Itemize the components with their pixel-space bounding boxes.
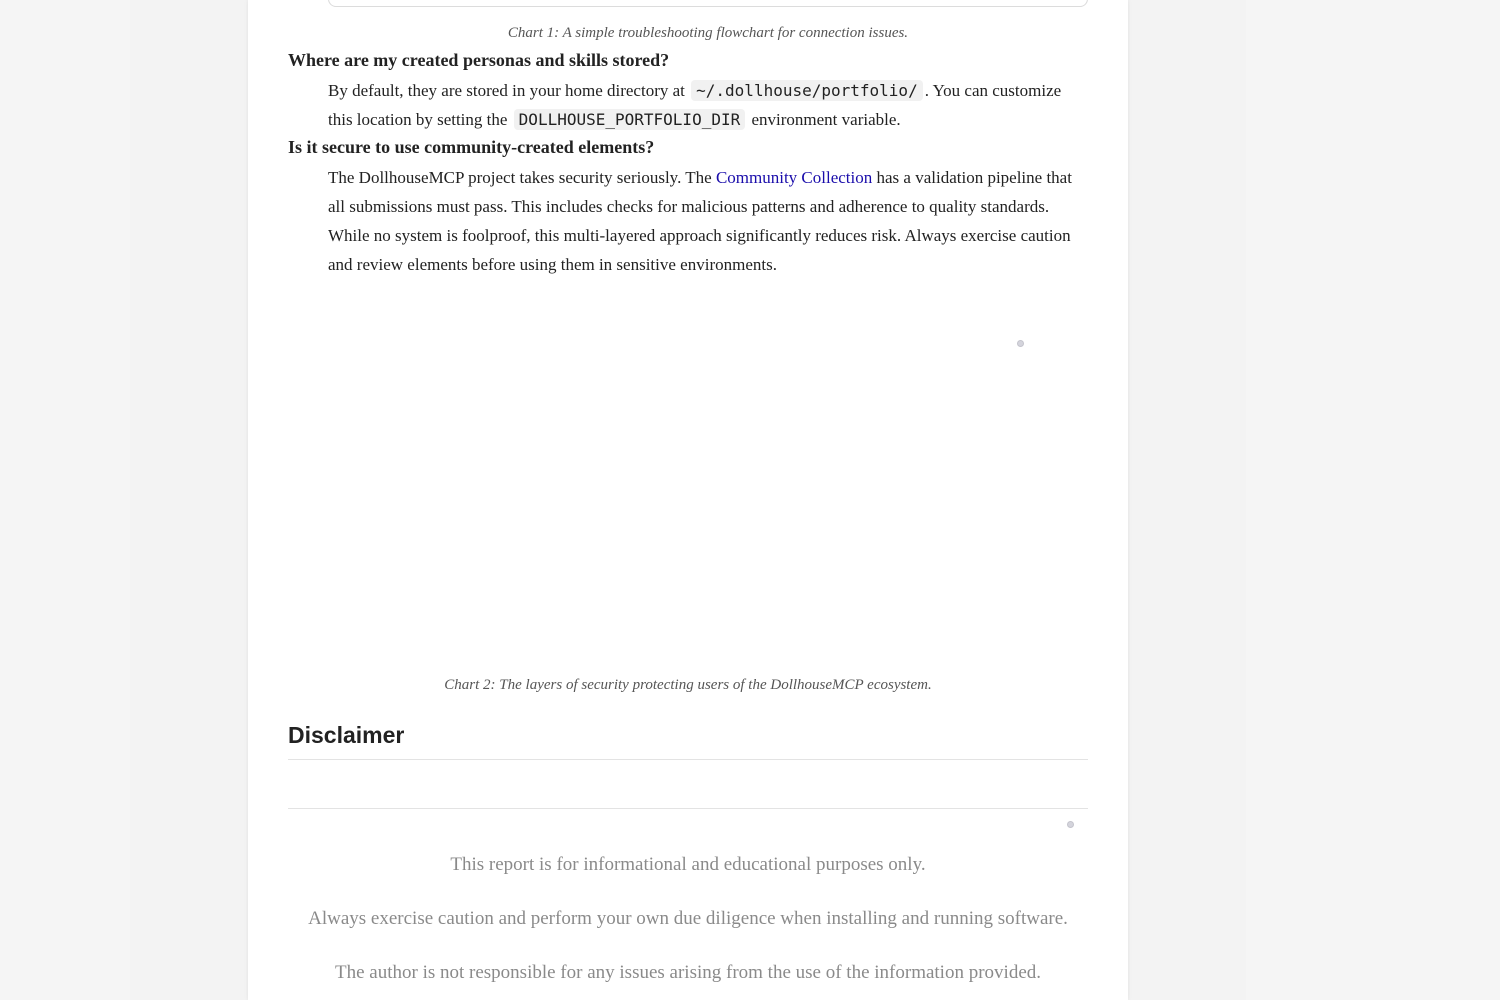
portfolio-path-code: ~/.dollhouse/portfolio/ [691, 80, 923, 101]
chart1-container [328, 0, 1088, 7]
answer-text: environment variable. [751, 110, 901, 129]
answer-text: By default, they are stored in your home directory at [328, 81, 685, 100]
faq-answer-storage [328, 76, 1088, 134]
section-divider [288, 808, 1088, 809]
chart2-menu-dot[interactable] [1017, 340, 1024, 347]
heading-divider [288, 759, 1088, 760]
faq-question-security: Is it secure to use community-created elements? [288, 137, 655, 157]
chart2-caption: Chart 2: The layers of security protecting users of the DollhouseMCP ecosystem. [444, 677, 932, 693]
disclaimer-menu-dot[interactable] [1067, 821, 1074, 828]
answer-text: . You can customize this location by setting the [328, 81, 1062, 129]
disclaimer-line: Always exercise caution and perform your own due diligence when installing and running software. [308, 908, 1068, 929]
disclaimer-line: The author is not responsible for any issues arising from the use of the information provided. [334, 962, 1041, 983]
faq-question-storage: Where are my created personas and skills stored? [288, 50, 670, 70]
env-variable-code: DOLLHOUSE_PORTFOLIO_DIR [514, 109, 746, 130]
chart1-caption: Chart 1: A simple troubleshooting flowchart for connection issues. [507, 25, 909, 41]
chart2-area [328, 290, 1088, 660]
answer-text: has a validation pipeline that all submissions must pass. This includes checks for malicious patterns and adherence to quality standards. While no system is foolproof, this multi-layered approach significantly reduces risk. Always exercise caution and review elements before using them in sensitive environments. [328, 168, 1072, 274]
faq-answer-security [328, 163, 1088, 279]
answer-text: The DollhouseMCP project takes security seriously. The [328, 168, 712, 187]
disclaimer-heading: Disclaimer [288, 722, 405, 748]
disclaimer-line: This report is for informational and educational purposes only. [450, 854, 926, 875]
community-collection-link[interactable]: Community Collection [715, 168, 873, 187]
